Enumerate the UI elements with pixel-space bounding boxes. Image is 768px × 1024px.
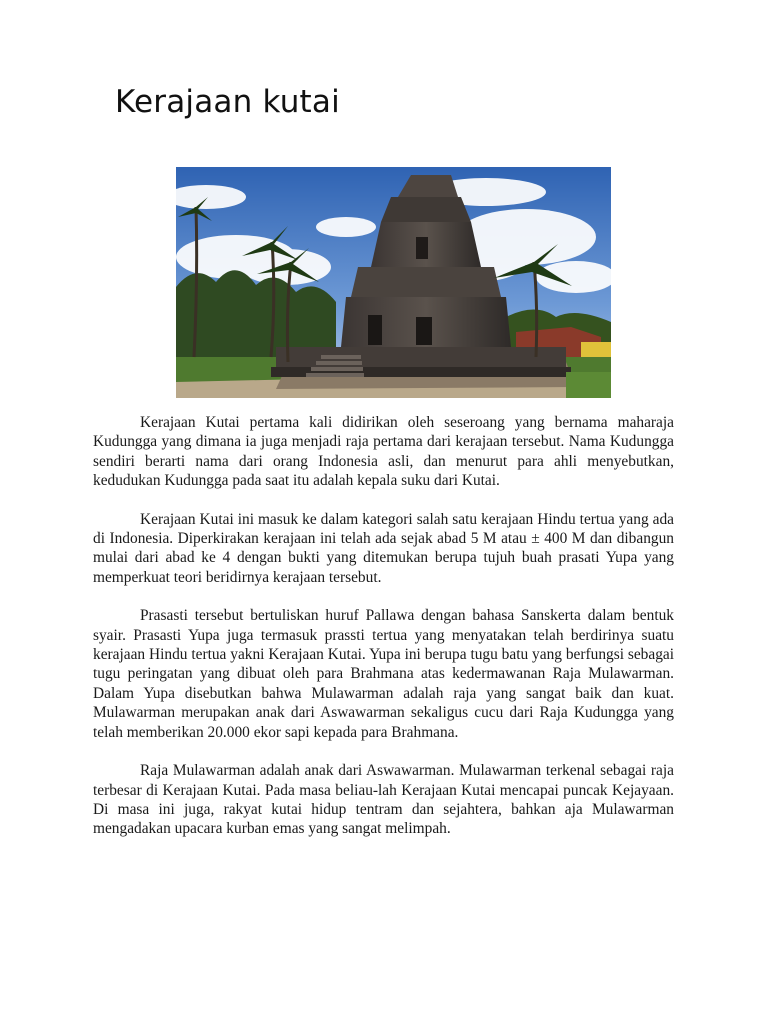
paragraph-3: Prasasti tersebut bertuliskan huruf Pallawa dengan bahasa Sanskerta dalam bentuk syair. Prasasti Yupa juga termasuk prassti tertua yang menyatakan telah berdirinya suatu kerajaan Hindu tertua yakni Kerajaan Kutai. Yupa ini berupa tugu batu yang berfungsi sebagai tugu peringatan yang dibuat oleh para Brahmana atas kedermawanan Raja Mulawarman. Dalam Yupa disebutkan bahwa Mulawarman adalah raja yang sangat baik dan kuat. Mulawarman merupakan anak dari Aswawarman sekaligus cucu dari Raja Kudungga yang telah memberikan 20.000 ekor sapi kepada para Brahmana.: [93, 607, 674, 741]
paragraph-2: Kerajaan Kutai ini masuk ke dalam kategori salah satu kerajaan Hindu tertua yang ada di Indonesia. Diperkirakan kerajaan ini telah ada sejak abad 5 M atau ± 400 M dan dibangun mulai dari abad ke 4 dengan bukti yang ditemukan berupa tujuh buah prasati Yupa yang memperkuat teori beridirnya kerajaan tersebut.: [93, 510, 674, 586]
page-title: Kerajaan kutai: [115, 84, 340, 120]
article-body: [93, 413, 674, 858]
paragraph-4: Raja Mulawarman adalah anak dari Aswawarman. Mulawarman terkenal sebagai raja terbesar di Kerajaan Kutai. Pada masa beliau-lah Kerajaan Kutai mencapai puncak Kejayaan. Di masa ini juga, rakyat kutai hidup tentram dan sejahtera, bahkan aja Mulawarman mengadakan upacara kurban emas yang sangat melimpah.: [93, 762, 674, 838]
paragraph-1: Kerajaan Kutai pertama kali didirikan oleh seseroang yang bernama maharaja Kudungga yang dimana ia juga menjadi raja pertama dari kerajaan tersebut. Nama Kudungga sendiri berarti nama dari orang Indonesia asli, dan menurut para ahli menyebutkan, kedudukan Kudungga pada saat itu adalah kepala suku dari Kutai.: [93, 414, 674, 490]
temple-photo: [176, 167, 611, 398]
